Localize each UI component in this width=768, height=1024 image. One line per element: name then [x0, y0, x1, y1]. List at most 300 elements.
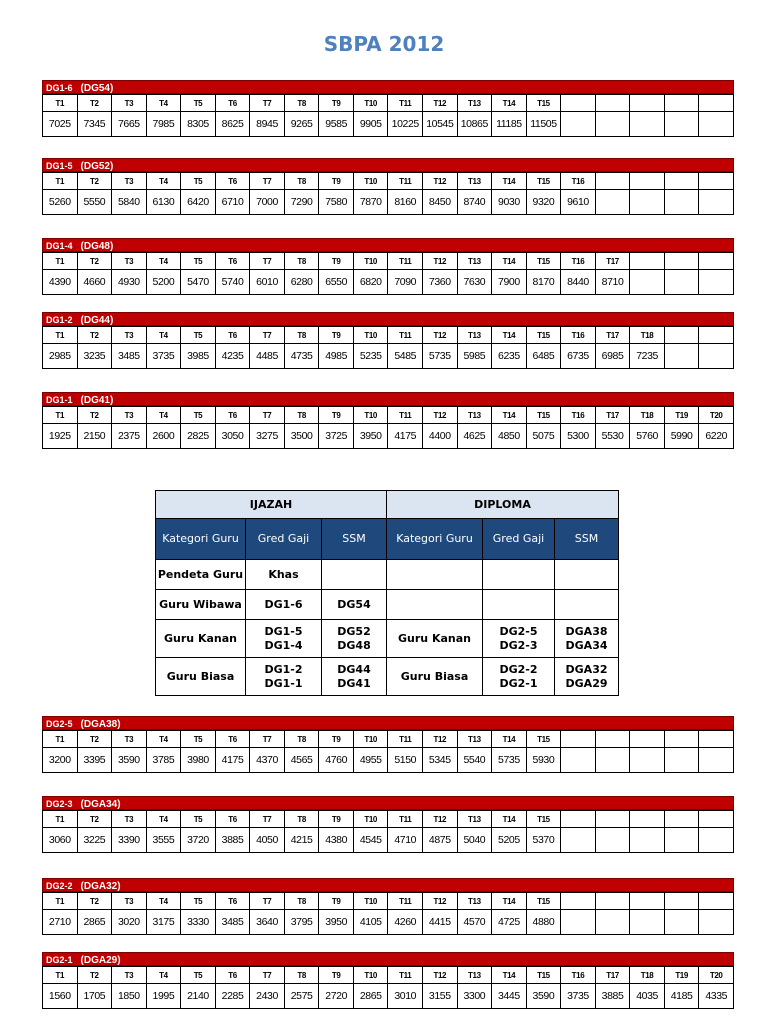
- salary-cell: 8450: [423, 190, 458, 215]
- salary-cell: 6820: [353, 270, 388, 295]
- level-cell: T4: [146, 253, 181, 270]
- level-cell: T8: [284, 967, 319, 984]
- salary-cell: 5530: [595, 424, 630, 449]
- salary-cell: 5540: [457, 748, 492, 773]
- level-cell: T4: [146, 95, 181, 112]
- level-cell: T9: [319, 407, 354, 424]
- gred-cell: [483, 560, 555, 590]
- salary-cell: 7025: [43, 112, 78, 137]
- salary-cell: 2150: [77, 424, 112, 449]
- salary-scale: [42, 312, 734, 369]
- ssm-cell: [322, 560, 387, 590]
- diploma-heading: DIPLOMA: [387, 491, 619, 519]
- level-cell: T15: [526, 967, 561, 984]
- level-cell: [699, 173, 734, 190]
- salary-cell: 3555: [146, 828, 181, 853]
- level-cell: T9: [319, 967, 354, 984]
- salary-cell: 3590: [112, 748, 147, 773]
- level-cell: T6: [215, 407, 250, 424]
- level-cell: T10: [353, 893, 388, 910]
- level-cell: T8: [284, 173, 319, 190]
- level-cell: [664, 173, 699, 190]
- salary-cell: 2600: [146, 424, 181, 449]
- scale-code: (DG54): [80, 83, 114, 94]
- salary-cell: 5990: [664, 424, 699, 449]
- salary-cell: 4050: [250, 828, 285, 853]
- level-cell: T10: [353, 95, 388, 112]
- level-cell: T10: [353, 327, 388, 344]
- salary-cell: 2985: [43, 344, 78, 369]
- level-cell: T12: [423, 407, 458, 424]
- salary-cell: 2825: [181, 424, 216, 449]
- salary-cell: [699, 190, 734, 215]
- level-cell: T6: [215, 967, 250, 984]
- kategori-cell: Guru Kanan: [387, 620, 483, 658]
- salary-cell: 7290: [284, 190, 319, 215]
- gred-line: DG2-3: [499, 638, 538, 652]
- salary-cell: 3720: [181, 828, 216, 853]
- value-row: [43, 424, 734, 449]
- scale-grade: DG1-1: [46, 395, 73, 405]
- salary-cell: 5205: [492, 828, 527, 853]
- salary-cell: 4625: [457, 424, 492, 449]
- level-row: [43, 811, 734, 828]
- level-cell: T15: [526, 407, 561, 424]
- salary-cell: [630, 112, 665, 137]
- level-cell: T4: [146, 893, 181, 910]
- ssm-line: DGA34: [565, 638, 608, 652]
- salary-cell: 5150: [388, 748, 423, 773]
- value-row: [43, 984, 734, 1009]
- salary-cell: 3485: [215, 910, 250, 935]
- level-cell: T6: [215, 327, 250, 344]
- salary-scale: [42, 238, 734, 295]
- level-cell: [561, 811, 596, 828]
- salary-cell: [630, 828, 665, 853]
- salary-cell: 7580: [319, 190, 354, 215]
- kategori-cell: Guru Biasa: [156, 658, 246, 696]
- salary-cell: [630, 910, 665, 935]
- value-row: [43, 828, 734, 853]
- salary-cell: [561, 112, 596, 137]
- level-cell: [664, 95, 699, 112]
- salary-cell: 3275: [250, 424, 285, 449]
- value-row: [43, 344, 734, 369]
- level-cell: T12: [423, 173, 458, 190]
- level-cell: T9: [319, 893, 354, 910]
- level-cell: T2: [77, 967, 112, 984]
- scale-table: [42, 966, 734, 1009]
- salary-cell: 8625: [215, 112, 250, 137]
- level-cell: T9: [319, 173, 354, 190]
- salary-cell: 3735: [561, 984, 596, 1009]
- salary-cell: 3060: [43, 828, 78, 853]
- salary-cell: 5200: [146, 270, 181, 295]
- salary-cell: 5930: [526, 748, 561, 773]
- scale-header: [42, 878, 734, 892]
- salary-cell: 4735: [284, 344, 319, 369]
- scale-code: (DG48): [80, 241, 114, 252]
- salary-cell: 2865: [353, 984, 388, 1009]
- salary-cell: 5760: [630, 424, 665, 449]
- salary-cell: 3225: [77, 828, 112, 853]
- level-cell: T14: [492, 967, 527, 984]
- salary-cell: 3640: [250, 910, 285, 935]
- salary-cell: 11505: [526, 112, 561, 137]
- kategori-cell: [387, 590, 483, 620]
- salary-cell: 3950: [353, 424, 388, 449]
- salary-cell: 5550: [77, 190, 112, 215]
- level-cell: T5: [181, 893, 216, 910]
- level-cell: T17: [595, 253, 630, 270]
- salary-cell: [699, 910, 734, 935]
- level-cell: T11: [388, 731, 423, 748]
- gred-cell: DG1-6: [246, 590, 322, 620]
- level-cell: T4: [146, 811, 181, 828]
- salary-cell: 2430: [250, 984, 285, 1009]
- level-cell: T14: [492, 253, 527, 270]
- salary-scale: [42, 952, 734, 1009]
- level-cell: T7: [250, 893, 285, 910]
- level-cell: [630, 811, 665, 828]
- salary-cell: 4875: [423, 828, 458, 853]
- salary-cell: 7090: [388, 270, 423, 295]
- salary-cell: 3985: [181, 344, 216, 369]
- level-cell: [664, 253, 699, 270]
- salary-cell: 4390: [43, 270, 78, 295]
- salary-cell: 8710: [595, 270, 630, 295]
- scale-code: (DG44): [80, 315, 114, 326]
- level-cell: T16: [561, 407, 596, 424]
- level-cell: T15: [526, 731, 561, 748]
- salary-cell: 3390: [112, 828, 147, 853]
- salary-cell: 4175: [388, 424, 423, 449]
- salary-cell: 8440: [561, 270, 596, 295]
- ijazah-kategori-header: Kategori Guru: [156, 519, 246, 560]
- level-cell: T20: [699, 407, 734, 424]
- level-cell: T7: [250, 327, 285, 344]
- level-cell: T2: [77, 173, 112, 190]
- salary-cell: 4380: [319, 828, 354, 853]
- salary-cell: [664, 190, 699, 215]
- level-cell: T18: [630, 327, 665, 344]
- salary-cell: 9905: [353, 112, 388, 137]
- scale-header: [42, 796, 734, 810]
- level-cell: T4: [146, 327, 181, 344]
- level-cell: T19: [664, 967, 699, 984]
- level-cell: [664, 327, 699, 344]
- ijazah-ssm-header: SSM: [322, 519, 387, 560]
- level-cell: T10: [353, 811, 388, 828]
- scale-header: [42, 312, 734, 326]
- level-cell: T14: [492, 327, 527, 344]
- kategori-cell: Pendeta Guru: [156, 560, 246, 590]
- ijazah-gred-header: Gred Gaji: [246, 519, 322, 560]
- level-cell: T11: [388, 407, 423, 424]
- gred-cell: [483, 590, 555, 620]
- salary-cell: 3235: [77, 344, 112, 369]
- salary-cell: 7870: [353, 190, 388, 215]
- salary-cell: 4185: [664, 984, 699, 1009]
- level-cell: T8: [284, 95, 319, 112]
- salary-cell: 4260: [388, 910, 423, 935]
- level-cell: [561, 95, 596, 112]
- level-cell: T2: [77, 407, 112, 424]
- page-title: SBPA 2012: [323, 32, 445, 56]
- salary-scale: [42, 392, 734, 449]
- level-cell: T2: [77, 893, 112, 910]
- salary-cell: 7235: [630, 344, 665, 369]
- level-cell: T12: [423, 811, 458, 828]
- level-cell: T1: [43, 173, 78, 190]
- salary-cell: 4565: [284, 748, 319, 773]
- gred-cell: Khas: [246, 560, 322, 590]
- level-cell: T1: [43, 967, 78, 984]
- level-cell: T15: [526, 253, 561, 270]
- salary-cell: 5485: [388, 344, 423, 369]
- scale-grade: DG2-2: [46, 881, 73, 891]
- ssm-cell: DG54: [322, 590, 387, 620]
- ssm-line: DG48: [337, 638, 371, 652]
- salary-cell: 3735: [146, 344, 181, 369]
- level-cell: T14: [492, 407, 527, 424]
- salary-cell: 3590: [526, 984, 561, 1009]
- level-cell: T10: [353, 173, 388, 190]
- level-cell: T6: [215, 811, 250, 828]
- salary-cell: 6485: [526, 344, 561, 369]
- level-cell: T2: [77, 811, 112, 828]
- salary-cell: 11185: [492, 112, 527, 137]
- salary-cell: 3200: [43, 748, 78, 773]
- value-row: [43, 748, 734, 773]
- level-cell: T9: [319, 95, 354, 112]
- level-row: [43, 893, 734, 910]
- ssm-cell: [555, 560, 619, 590]
- gred-line: DG1-5: [264, 624, 303, 638]
- salary-cell: 4105: [353, 910, 388, 935]
- level-cell: T15: [526, 893, 561, 910]
- level-cell: T3: [112, 407, 147, 424]
- salary-cell: 8160: [388, 190, 423, 215]
- scale-table: [42, 406, 734, 449]
- scale-grade: DG2-3: [46, 799, 73, 809]
- salary-cell: 3885: [595, 984, 630, 1009]
- salary-cell: [699, 828, 734, 853]
- level-cell: T8: [284, 327, 319, 344]
- salary-cell: 4725: [492, 910, 527, 935]
- ssm-line: DG44: [337, 662, 371, 676]
- level-cell: [595, 811, 630, 828]
- level-cell: T10: [353, 407, 388, 424]
- salary-cell: 3020: [112, 910, 147, 935]
- level-cell: T15: [526, 95, 561, 112]
- salary-cell: 3330: [181, 910, 216, 935]
- salary-cell: 6550: [319, 270, 354, 295]
- value-row: [43, 910, 734, 935]
- level-cell: [664, 893, 699, 910]
- level-cell: T16: [561, 327, 596, 344]
- level-cell: T12: [423, 967, 458, 984]
- level-cell: T13: [457, 967, 492, 984]
- salary-cell: 4570: [457, 910, 492, 935]
- gred-cell: [483, 658, 555, 696]
- salary-cell: 2865: [77, 910, 112, 935]
- salary-cell: [630, 748, 665, 773]
- level-cell: T4: [146, 407, 181, 424]
- level-cell: T8: [284, 893, 319, 910]
- level-cell: T13: [457, 811, 492, 828]
- level-cell: T14: [492, 731, 527, 748]
- salary-cell: 3500: [284, 424, 319, 449]
- scale-code: (DGA32): [80, 881, 121, 892]
- salary-cell: [664, 344, 699, 369]
- level-cell: T13: [457, 407, 492, 424]
- salary-cell: 4660: [77, 270, 112, 295]
- scale-table: [42, 326, 734, 369]
- salary-cell: 1850: [112, 984, 147, 1009]
- level-cell: [630, 95, 665, 112]
- salary-cell: 6130: [146, 190, 181, 215]
- level-cell: T11: [388, 173, 423, 190]
- salary-cell: 8305: [181, 112, 216, 137]
- level-cell: T9: [319, 253, 354, 270]
- level-cell: T3: [112, 731, 147, 748]
- level-cell: [595, 173, 630, 190]
- salary-cell: 4335: [699, 984, 734, 1009]
- salary-cell: 7985: [146, 112, 181, 137]
- level-row: [43, 407, 734, 424]
- level-cell: T18: [630, 967, 665, 984]
- salary-cell: [630, 270, 665, 295]
- scale-table: [42, 730, 734, 773]
- salary-cell: 1705: [77, 984, 112, 1009]
- level-cell: T12: [423, 95, 458, 112]
- level-cell: T7: [250, 95, 285, 112]
- level-cell: T19: [664, 407, 699, 424]
- level-cell: [630, 731, 665, 748]
- salary-cell: 6220: [699, 424, 734, 449]
- scale-header: [42, 392, 734, 406]
- level-cell: T13: [457, 173, 492, 190]
- kategori-cell: Guru Biasa: [387, 658, 483, 696]
- salary-cell: 5075: [526, 424, 561, 449]
- level-cell: T14: [492, 173, 527, 190]
- level-cell: T10: [353, 967, 388, 984]
- salary-cell: 3300: [457, 984, 492, 1009]
- ssm-line: DG41: [337, 676, 371, 690]
- salary-cell: [664, 112, 699, 137]
- level-cell: T1: [43, 327, 78, 344]
- level-cell: T3: [112, 967, 147, 984]
- salary-cell: 5260: [43, 190, 78, 215]
- level-cell: [595, 95, 630, 112]
- level-cell: T15: [526, 173, 561, 190]
- ssm-cell: [322, 658, 387, 696]
- level-cell: T5: [181, 173, 216, 190]
- salary-cell: [561, 748, 596, 773]
- ssm-cell: [555, 658, 619, 696]
- salary-scale: [42, 80, 734, 137]
- scale-table: [42, 892, 734, 935]
- salary-scale: [42, 878, 734, 935]
- level-cell: T3: [112, 95, 147, 112]
- scale-table: [42, 94, 734, 137]
- level-cell: [595, 893, 630, 910]
- salary-cell: 5470: [181, 270, 216, 295]
- level-cell: T13: [457, 95, 492, 112]
- level-cell: T7: [250, 173, 285, 190]
- level-cell: T1: [43, 253, 78, 270]
- level-cell: T7: [250, 253, 285, 270]
- category-row: [156, 560, 619, 590]
- salary-cell: 3155: [423, 984, 458, 1009]
- salary-cell: 5235: [353, 344, 388, 369]
- level-cell: T11: [388, 811, 423, 828]
- salary-cell: 3785: [146, 748, 181, 773]
- salary-cell: [699, 112, 734, 137]
- salary-cell: 6985: [595, 344, 630, 369]
- level-cell: T5: [181, 811, 216, 828]
- salary-cell: [595, 748, 630, 773]
- scale-table: [42, 810, 734, 853]
- salary-cell: 2375: [112, 424, 147, 449]
- gred-line: DG2-1: [499, 676, 538, 690]
- ssm-line: DGA32: [565, 662, 608, 676]
- level-cell: T10: [353, 731, 388, 748]
- level-cell: T5: [181, 407, 216, 424]
- level-cell: T4: [146, 731, 181, 748]
- salary-cell: 2710: [43, 910, 78, 935]
- level-cell: T7: [250, 407, 285, 424]
- level-cell: [630, 173, 665, 190]
- gred-line: DG2-2: [499, 662, 538, 676]
- level-cell: [699, 893, 734, 910]
- category-row: [156, 620, 619, 658]
- level-cell: T11: [388, 327, 423, 344]
- salary-cell: 4235: [215, 344, 250, 369]
- salary-cell: 6710: [215, 190, 250, 215]
- salary-cell: 5840: [112, 190, 147, 215]
- salary-cell: 4955: [353, 748, 388, 773]
- level-cell: T4: [146, 967, 181, 984]
- category-top-row: [156, 491, 619, 519]
- salary-cell: 4415: [423, 910, 458, 935]
- value-row: [43, 270, 734, 295]
- level-cell: T13: [457, 327, 492, 344]
- level-cell: T1: [43, 95, 78, 112]
- salary-cell: 10225: [388, 112, 423, 137]
- kategori-cell: Guru Wibawa: [156, 590, 246, 620]
- level-cell: T6: [215, 893, 250, 910]
- salary-cell: 3950: [319, 910, 354, 935]
- level-cell: T12: [423, 731, 458, 748]
- level-cell: T5: [181, 731, 216, 748]
- salary-cell: [595, 190, 630, 215]
- kategori-cell: Guru Kanan: [156, 620, 246, 658]
- salary-cell: 6420: [181, 190, 216, 215]
- gred-cell: [246, 658, 322, 696]
- salary-cell: 3175: [146, 910, 181, 935]
- scale-grade: DG1-4: [46, 241, 73, 251]
- level-cell: T5: [181, 327, 216, 344]
- salary-cell: 4880: [526, 910, 561, 935]
- salary-cell: 4215: [284, 828, 319, 853]
- level-cell: T12: [423, 893, 458, 910]
- level-cell: T17: [595, 407, 630, 424]
- salary-cell: 5300: [561, 424, 596, 449]
- level-cell: T9: [319, 731, 354, 748]
- level-cell: T13: [457, 253, 492, 270]
